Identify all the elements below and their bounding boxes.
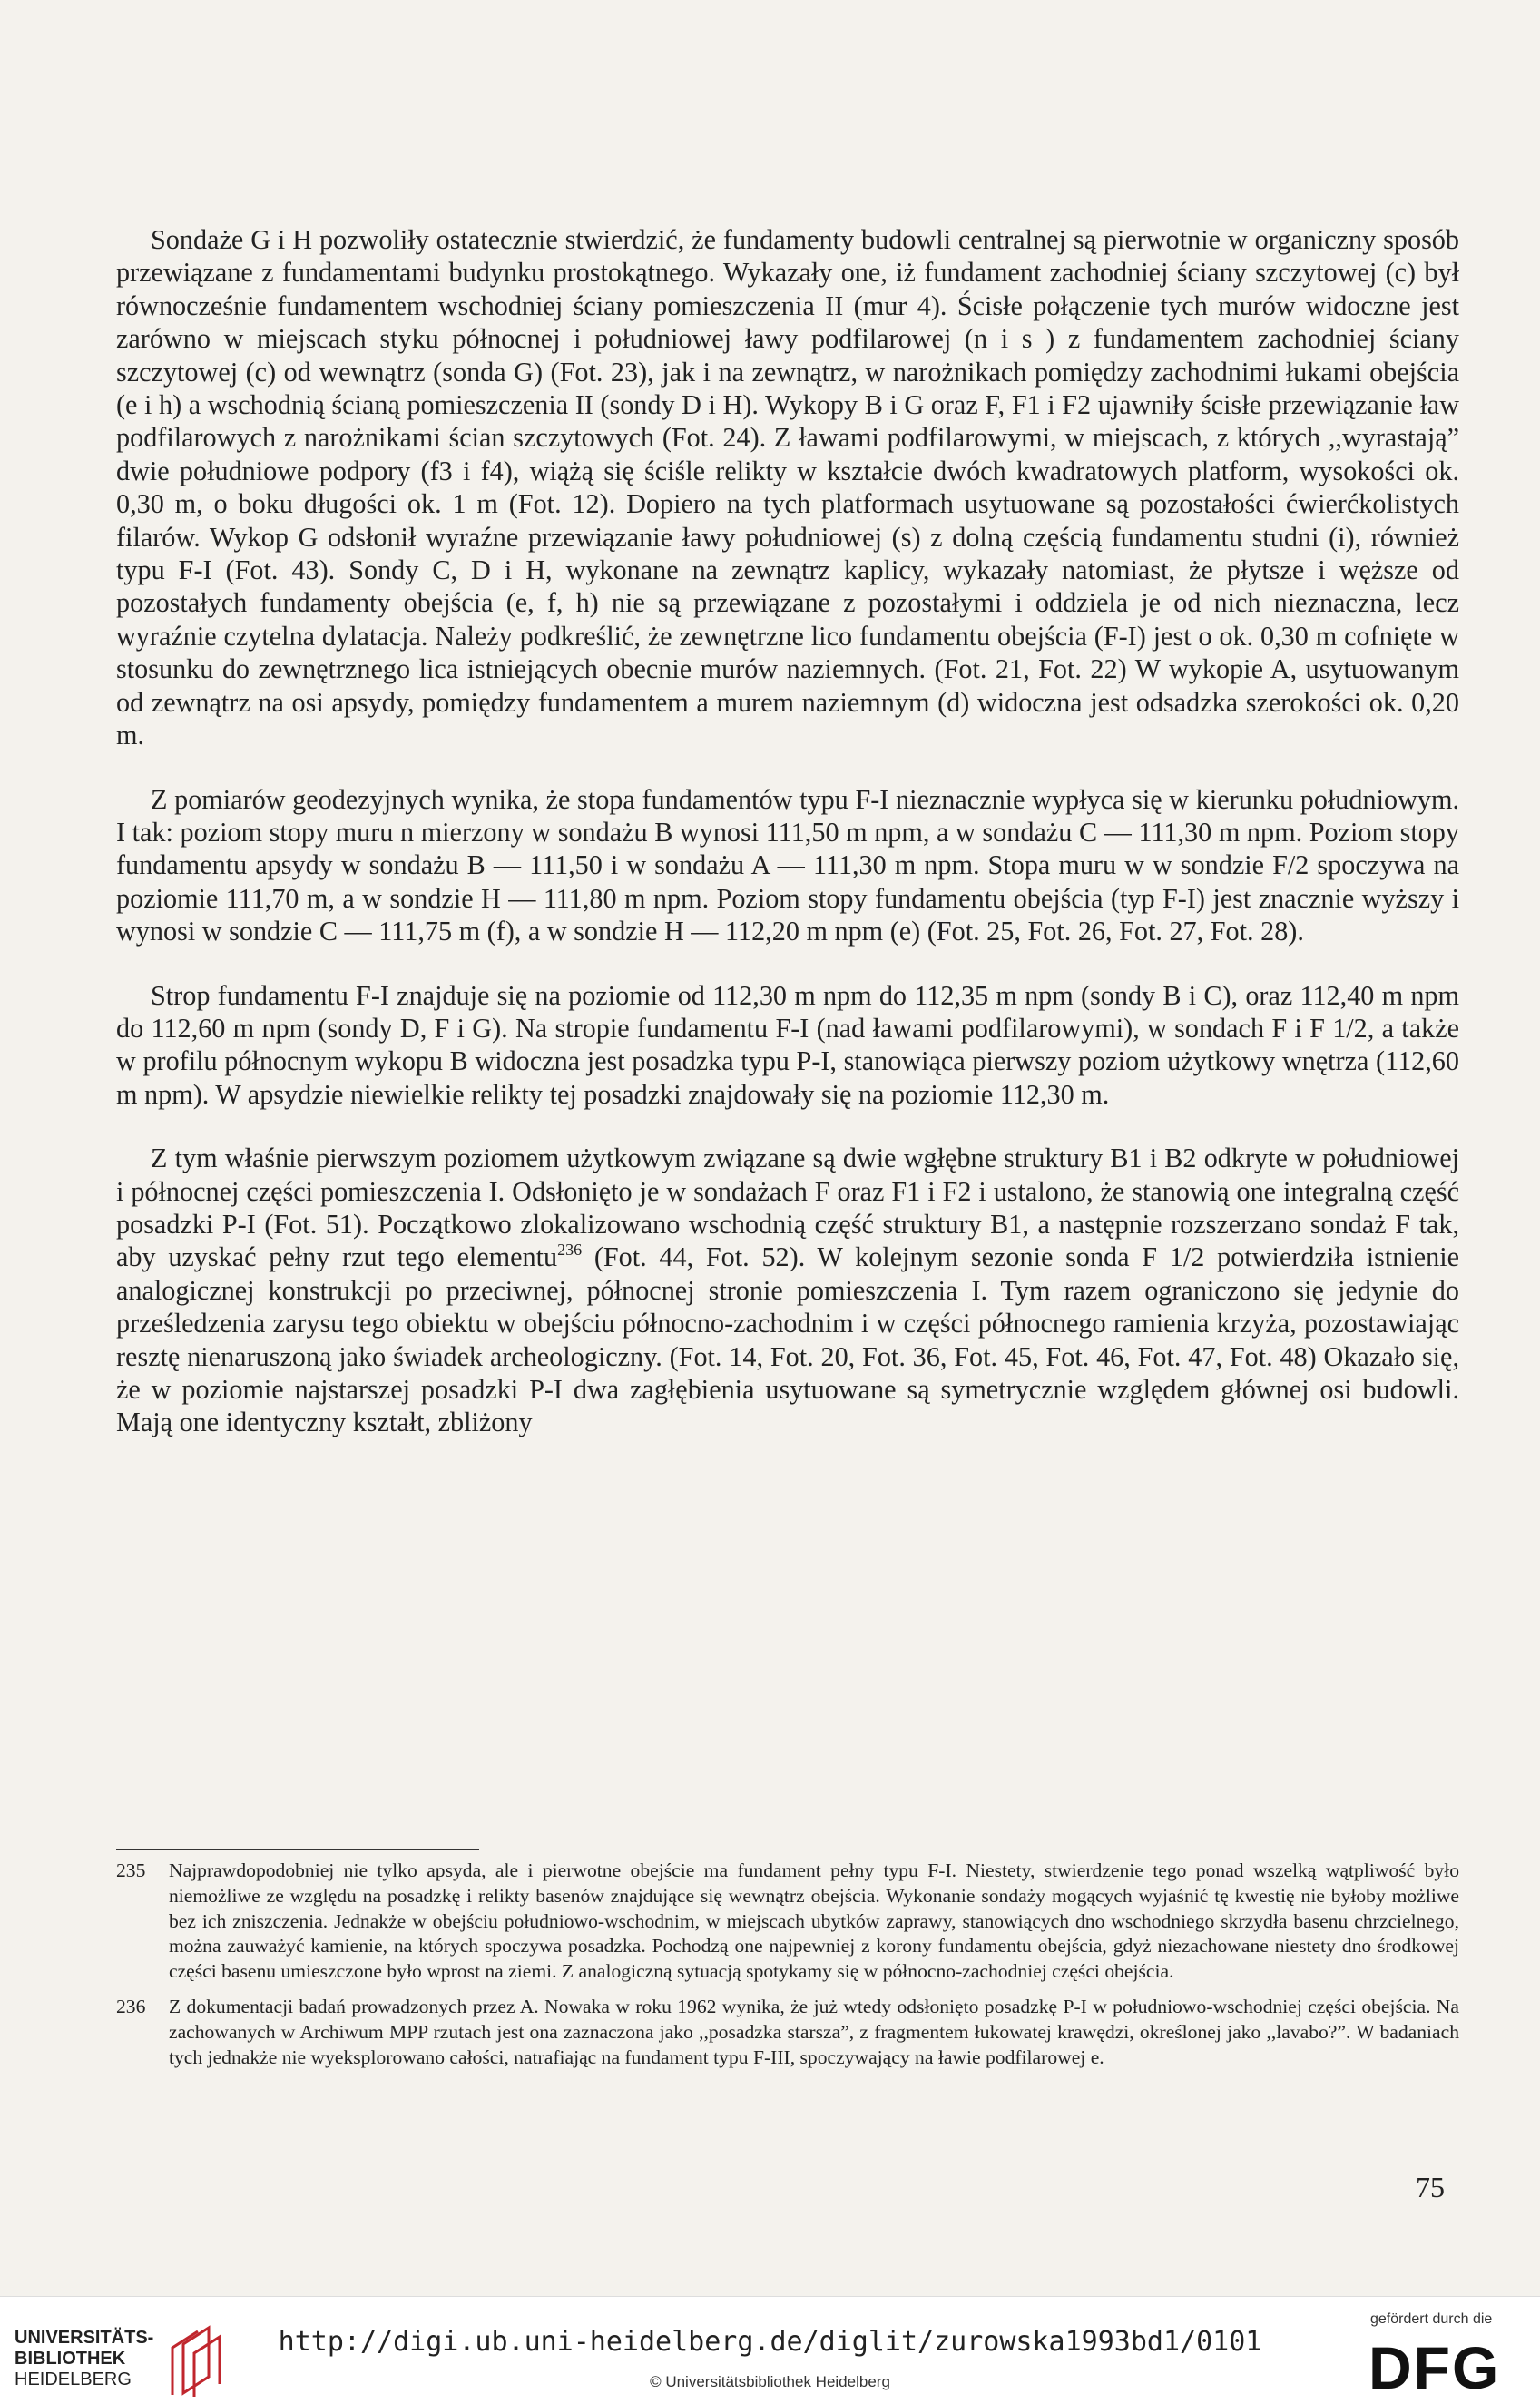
main-text xyxy=(116,223,1459,1439)
permalink-url[interactable]: http://digi.ub.uni-heidelberg.de/diglit/zurowska1993bd1/0101 xyxy=(278,2326,1262,2358)
footnote-number: 236 xyxy=(116,1995,146,2017)
footnote-rule xyxy=(116,1849,479,1850)
footer-bar xyxy=(0,2296,1540,2404)
paragraph-2: Z pomiarów geodezyjnych wynika, że stopa fundamentów typu F-I nieznacznie wypłyca się w kierunku południowym. I tak: poziom stopy muru n mierzony w sondażu B wynosi 111,50 m npm, a w sondażu C — 111,30 m npm. Poziom stopy fundamentu apsydy w sondażu B — 111,50 i w sondażu A — 111,30 m npm. Stopa muru w w sondzie F/2 spoczywa na poziomie 111,70 m, a w sondzie H — 111,80 m npm. Poziom stopy fundamentu obejścia (typ F-I) jest znacznie wyższy i wynosi w sondzie C — 111,75 m (f), a w sondzie H — 112,20 m npm (e) (Fot. 25, Fot. 26, Fot. 27, Fot. 28). xyxy=(116,783,1459,947)
footnote-ref-236[interactable]: 236 xyxy=(557,1241,583,1260)
logo-line-1: UNIVERSITÄTS- xyxy=(15,2328,154,2348)
copyright-notice: © Universitätsbibliothek Heidelberg xyxy=(650,2373,890,2390)
footnote-number: 235 xyxy=(116,1859,146,1881)
dfg-logo[interactable]: DFG xyxy=(1368,2334,1501,2401)
footnotes xyxy=(116,1859,1459,2080)
paragraph-3: Strop fundamentu F-I znajduje się na poziomie od 112,30 m npm do 112,35 m npm (sondy B i C), oraz 112,40 m npm do 112,60 m npm (sondy D, F i G). Na stropie fundamentu F-I (nad ławami podfilarowymi), w sondach F i F 1/2, a także w profilu północnym wykopu B widoczna jest posadzka typu P-I, stanowiąca pierwszy poziom użytkowy wnętrza (112,60 m npm). W apsydzie niewielkie relikty tej posadzki znajdowały się na poziomie 112,30 m. xyxy=(116,979,1459,1110)
footnote-236 xyxy=(116,1995,1459,2070)
paragraph-4-part-b: (Fot. 44, Fot. 52). W kolejnym sezonie sonda F 1/2 potwierdziła istnienie analogicznej konstrukcji po przeciwnej, północnej stronie pomieszczenia I. Tym razem ograniczono się jedynie do prześledzenia zarysu tego obiektu w obejściu północno-zachodnim i w części północnego ramienia krzyża, pozostawiając resztę nienaruszoną jako świadek archeologiczny. (Fot. 14, Fot. 20, Fot. 36, Fot. 45, Fot. 46, Fot. 47, Fot. 48) Okazało się, że w poziomie najstarszej posadzki P-I dwa zagłębienia usytuowane są symetrycznie względem głównej osi budowli. Mają one identyczny kształt, zbliżony xyxy=(116,1241,1460,1438)
paragraph-1: Sondaże G i H pozwoliły ostatecznie stwierdzić, że fundamenty budowli centralnej są pierwotnie w organiczny sposób przewiązane z fundamentami budynku prostokątnego. Wykazały one, iż fundament zachodniej ściany szczytowej (c) był równocześnie fundamentem wschodniej ściany pomieszczenia II (mur 4). Ścisłe połączenie tych murów widoczne jest zarówno w miejscach styku północnej i południowej ławy podfilarowej (n i s ) z fundamentem zachodniej ściany szczytowej (c) od wewnątrz (sonda G) (Fot. 23), jak i na zewnątrz, w narożnikach pomiędzy zachodnimi łukami obejścia (e i h) a wschodnią ścianą pomieszczenia II (sondy D i H). Wykopy B i G oraz F, F1 i F2 ujawniły ścisłe przewiązanie ław podfilarowych z narożnikami ścian szczytowych (Fot. 24). Z ławami podfilarowymi, w miejscach, z których ,,wyrastają” dwie południowe podpory (f3 i f4), wiążą się ściśle relikty w kształcie dwóch kwadratowych platform, wysokości ok. 0,30 m, o boku długości ok. 1 m (Fot. 12). Dopiero na tych platformach usytuowane są pozostałości ćwierćkolistych filarów. Wykop G odsłonił wyraźne przewiązanie ławy południowej (s) z dolną częścią fundamentu studni (i), również typu F-I (Fot. 43). Sondy C, D i H, wykonane na zewnątrz kaplicy, wykazały natomiast, że płytsze i węższe od pozostałych fundamenty obejścia (e, f, h) nie są przewiązane z pozostałymi i oddziela je od nich nieznaczna, lecz wyraźnie czytelna dylatacja. Należy podkreślić, że zewnętrzne lico fundamentu obejścia (F-I) jest o ok. 0,30 m cofnięte w stosunku do zewnętrznego lica istniejących obecnie murów naziemnych. (Fot. 21, Fot. 22) W wykopie A, usytuowanym od zewnątrz na osi apsydy, pomiędzy fundamentem a murem naziemnym (d) widoczna jest odsadzka szerokości ok. 0,20 m. xyxy=(116,224,1459,751)
logo-line-3: HEIDELBERG xyxy=(15,2370,132,2389)
paragraph-4 xyxy=(116,1142,1459,1439)
footnote-235 xyxy=(116,1859,1459,1985)
footnote-text: Z dokumentacji badań prowadzonych przez A. Nowaka w roku 1962 wynika, że już wtedy odsłonięto posadzkę P-I w południowo-wschodniej części obejścia. Na zachowanych w Archiwum MPP rzutach jest ona zaznaczona jako ,,posadzka starsza”, z fragmentem łukowatej krawędzi, określonej jako ,,lavabo?”. W badaniach tych jednakże nie wyeksplorowano całości, natrafiając na fundament typu F-III, spoczywający na ławie podfilarowej e. xyxy=(169,1995,1459,2068)
funding-label: gefördert durch die xyxy=(1370,2311,1493,2327)
paragraph-4-part-a: Z tym właśnie pierwszym poziomem użytkowym związane są dwie wgłębne struktury B1 i B2 odkryte w południowej i północnej części pomieszczenia I. Odsłonięto je w sondażach F oraz F1 i F2 i ustalono, że stanowią one integralną część posadzki P-I (Fot. 51). Początkowo zlokalizowano wschodnią część struktury B1, a następnie rozszerzano sondaż F tak, aby uzyskać pełny rzut tego elementu xyxy=(116,1143,1459,1273)
footnote-text: Najprawdopodobniej nie tylko apsyda, ale i pierwotne obejście ma fundament pełny typu F-I. Niestety, stwierdzenie tego ponad wszelką wątpliwość było niemożliwe ze względu na posadzkę i relikty basenów znajdujące się wewnątrz obejścia. Wykonanie sondaży mogących wyjaśnić tę kwestię nie byłoby możliwe bez ich zniszczenia. Jednakże w obejściu południowo-wschodnim, w miejscach ubytków zaprawy, stanowiących dno wschodniego skrzydła basenu chrzcielnego, można zauważyć kamienie, na których spoczywa posadzka. Pochodzą one najpewniej z korony fundamentu obejścia, gdyż niezachowane niestety dno środkowej części basenu umieszczone było wprost na ziemi. Z analogiczną sytuacją spotykamy się w północno-zachodniej części obejścia. xyxy=(169,1859,1459,1983)
logo-line-2: BIBLIOTHEK xyxy=(15,2349,126,2369)
page-number: 75 xyxy=(1416,2171,1445,2203)
